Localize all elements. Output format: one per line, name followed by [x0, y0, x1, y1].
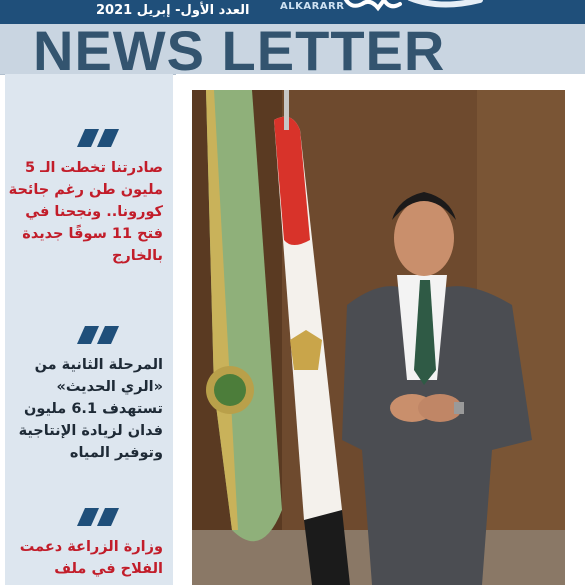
main-photo	[192, 90, 565, 585]
masthead	[0, 24, 585, 75]
brand-name: ALKARARR	[280, 1, 345, 12]
quote-icon	[77, 508, 121, 526]
logo-icon	[340, 0, 490, 12]
sidebar-headline-2[interactable]	[8, 326, 163, 464]
sidebar-headline-3[interactable]	[8, 508, 163, 580]
header-bar	[0, 0, 585, 24]
main-photo-frame	[176, 74, 585, 585]
sidebar-headline-1[interactable]	[8, 129, 163, 267]
headline-text: المرحلة الثانية من «الري الحديث» تستهدف 6.1 مليون فدان لزيادة الإنتاجية وتوفير المياه	[18, 357, 163, 461]
headline-text: وزارة الزراعة دعمت الفلاح في ملف	[19, 539, 163, 577]
quote-icon	[77, 129, 121, 147]
masthead-title: NEWS LETTER	[33, 24, 446, 75]
quote-icon	[77, 326, 121, 344]
issue-label: العدد الأول- إبريل 2021	[96, 3, 250, 18]
headline-text: صادرتنا تخطت الـ 5 مليون طن رغم جائحة كورونا.. ونجحنا في فتح 11 سوقًا جديدة بالخارج	[8, 160, 163, 264]
sidebar	[5, 74, 173, 585]
